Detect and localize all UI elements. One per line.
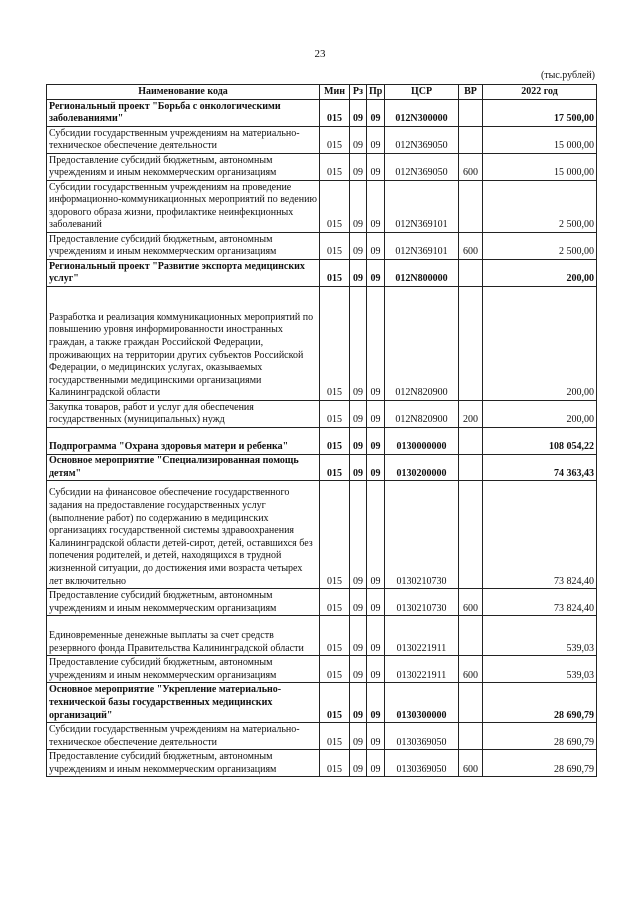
cell-name: Закупка товаров, работ и услуг для обеспечения государственных (муниципальных) нужд <box>47 401 320 428</box>
cell-sum: 2 500,00 <box>483 233 597 260</box>
table-body <box>47 100 597 777</box>
cell-pr: 09 <box>367 233 385 260</box>
cell-rz: 09 <box>350 233 367 260</box>
cell-csr: 012N820900 <box>385 401 459 428</box>
cell-sum: 28 690,79 <box>483 750 597 777</box>
cell-csr: 012N820900 <box>385 287 459 401</box>
cell-rz: 09 <box>350 100 367 127</box>
cell-vr: 600 <box>459 750 483 777</box>
table-row <box>47 401 597 428</box>
cell-name: Региональный проект "Развитие экспорта медицинских услуг" <box>47 260 320 287</box>
cell-min: 015 <box>320 683 350 723</box>
table-row <box>47 100 597 127</box>
table-row <box>47 589 597 616</box>
cell-name: Региональный проект "Борьба с онкологическими заболеваниями" <box>47 100 320 127</box>
header-vr: ВР <box>459 85 483 100</box>
cell-vr <box>459 481 483 589</box>
header-year: 2022 год <box>483 85 597 100</box>
cell-csr: 012N300000 <box>385 100 459 127</box>
cell-pr: 09 <box>367 287 385 401</box>
table-row <box>47 683 597 723</box>
page-number: 23 <box>314 48 326 60</box>
cell-min: 015 <box>320 181 350 233</box>
cell-name: Предоставление субсидий бюджетным, автономным учреждениям и иным некоммерческим организациям <box>47 154 320 181</box>
cell-min: 015 <box>320 260 350 287</box>
table-row <box>47 455 597 481</box>
cell-sum: 539,03 <box>483 656 597 683</box>
table-row <box>47 616 597 656</box>
table-row <box>47 750 597 777</box>
cell-pr: 09 <box>367 656 385 683</box>
header-rz: Рз <box>350 85 367 100</box>
cell-pr: 09 <box>367 589 385 616</box>
cell-rz: 09 <box>350 750 367 777</box>
cell-sum: 15 000,00 <box>483 127 597 154</box>
cell-rz: 09 <box>350 181 367 233</box>
cell-rz: 09 <box>350 723 367 750</box>
cell-csr: 0130000000 <box>385 428 459 455</box>
cell-vr: 200 <box>459 401 483 428</box>
cell-sum: 17 500,00 <box>483 100 597 127</box>
units-label: (тыс.рублей) <box>540 70 595 81</box>
cell-name: Основное мероприятие "Специализированная помощь детям" <box>47 455 320 481</box>
cell-csr: 012N369050 <box>385 154 459 181</box>
cell-sum: 73 824,40 <box>483 481 597 589</box>
cell-sum: 74 363,43 <box>483 455 597 481</box>
cell-rz: 09 <box>350 428 367 455</box>
cell-name: Субсидии на финансовое обеспечение государственного задания на предоставление государственных услуг (выполнение работ) по содержанию в медицинских организациях государственной системы здравоохранения Калининградской области детей-сирот, детей, оставшихся без попечения родителей, и детей, находящихся в трудной жизненной ситуации, до достижения ими возраста четырех лет включительно <box>47 481 320 589</box>
cell-name: Подпрограмма "Охрана здоровья матери и ребенка" <box>47 428 320 455</box>
cell-pr: 09 <box>367 260 385 287</box>
table-row <box>47 723 597 750</box>
cell-min: 015 <box>320 750 350 777</box>
cell-vr: 600 <box>459 154 483 181</box>
cell-min: 015 <box>320 616 350 656</box>
budget-table <box>46 84 597 777</box>
cell-csr: 012N369101 <box>385 181 459 233</box>
cell-pr: 09 <box>367 616 385 656</box>
cell-sum: 108 054,22 <box>483 428 597 455</box>
cell-min: 015 <box>320 154 350 181</box>
cell-rz: 09 <box>350 683 367 723</box>
cell-min: 015 <box>320 233 350 260</box>
cell-rz: 09 <box>350 481 367 589</box>
cell-name: Субсидии государственным учреждениям на проведение информационно-коммуникационных мероприятий по ведению здорового образа жизни, профилактике неинфекционных заболеваний <box>47 181 320 233</box>
cell-csr: 012N369101 <box>385 233 459 260</box>
cell-csr: 0130369050 <box>385 750 459 777</box>
cell-name: Предоставление субсидий бюджетным, автономным учреждениям и иным некоммерческим организациям <box>47 589 320 616</box>
table-row <box>47 428 597 455</box>
cell-min: 015 <box>320 401 350 428</box>
cell-min: 015 <box>320 481 350 589</box>
cell-csr: 0130300000 <box>385 683 459 723</box>
cell-csr: 0130200000 <box>385 455 459 481</box>
cell-name: Единовременные денежные выплаты за счет средств резервного фонда Правительства Калининградской области <box>47 616 320 656</box>
cell-vr: 600 <box>459 589 483 616</box>
cell-csr: 0130221911 <box>385 656 459 683</box>
cell-rz: 09 <box>350 401 367 428</box>
cell-rz: 09 <box>350 656 367 683</box>
cell-sum: 2 500,00 <box>483 181 597 233</box>
cell-vr <box>459 455 483 481</box>
cell-min: 015 <box>320 723 350 750</box>
cell-vr <box>459 100 483 127</box>
cell-rz: 09 <box>350 589 367 616</box>
cell-csr: 0130210730 <box>385 481 459 589</box>
cell-pr: 09 <box>367 181 385 233</box>
cell-sum: 28 690,79 <box>483 723 597 750</box>
cell-name: Предоставление субсидий бюджетным, автономным учреждениям и иным некоммерческим организациям <box>47 656 320 683</box>
cell-min: 015 <box>320 455 350 481</box>
cell-min: 015 <box>320 656 350 683</box>
cell-name: Предоставление субсидий бюджетным, автономным учреждениям и иным некоммерческим организациям <box>47 233 320 260</box>
cell-min: 015 <box>320 428 350 455</box>
cell-sum: 200,00 <box>483 260 597 287</box>
cell-rz: 09 <box>350 616 367 656</box>
cell-csr: 0130210730 <box>385 589 459 616</box>
cell-vr <box>459 428 483 455</box>
table-row <box>47 481 597 589</box>
cell-pr: 09 <box>367 455 385 481</box>
table-row <box>47 154 597 181</box>
cell-vr <box>459 287 483 401</box>
cell-name: Основное мероприятие "Укрепление материально-технической базы государственных медицинских организаций" <box>47 683 320 723</box>
cell-csr: 012N800000 <box>385 260 459 287</box>
header-pr: Пр <box>367 85 385 100</box>
cell-vr <box>459 127 483 154</box>
cell-min: 015 <box>320 127 350 154</box>
cell-pr: 09 <box>367 100 385 127</box>
cell-pr: 09 <box>367 127 385 154</box>
cell-name: Субсидии государственным учреждениям на материально-техническое обеспечение деятельности <box>47 723 320 750</box>
cell-rz: 09 <box>350 260 367 287</box>
table-row <box>47 260 597 287</box>
cell-pr: 09 <box>367 428 385 455</box>
cell-vr: 600 <box>459 656 483 683</box>
cell-vr <box>459 260 483 287</box>
cell-rz: 09 <box>350 154 367 181</box>
cell-sum: 28 690,79 <box>483 683 597 723</box>
header-min: Мин <box>320 85 350 100</box>
cell-min: 015 <box>320 100 350 127</box>
table-row <box>47 656 597 683</box>
cell-rz: 09 <box>350 127 367 154</box>
cell-pr: 09 <box>367 750 385 777</box>
cell-csr: 0130221911 <box>385 616 459 656</box>
cell-name: Разработка и реализация коммуникационных мероприятий по повышению уровня информированности иностранных граждан, а также граждан Российской Федерации, проживающих на территории других субъектов Российской Федерации, о медицинских услугах, оказываемых государственными медицинскими организациями Калининградской области <box>47 287 320 401</box>
cell-rz: 09 <box>350 455 367 481</box>
cell-sum: 200,00 <box>483 287 597 401</box>
header-csr: ЦСР <box>385 85 459 100</box>
cell-name: Предоставление субсидий бюджетным, автономным учреждениям и иным некоммерческим организациям <box>47 750 320 777</box>
cell-pr: 09 <box>367 401 385 428</box>
table-row <box>47 287 597 401</box>
cell-min: 015 <box>320 287 350 401</box>
cell-sum: 200,00 <box>483 401 597 428</box>
cell-pr: 09 <box>367 481 385 589</box>
cell-min: 015 <box>320 589 350 616</box>
table-row <box>47 127 597 154</box>
cell-vr <box>459 181 483 233</box>
cell-vr: 600 <box>459 233 483 260</box>
table-row <box>47 181 597 233</box>
header-name: Наименование кода <box>47 85 320 100</box>
cell-pr: 09 <box>367 154 385 181</box>
cell-vr <box>459 616 483 656</box>
table-row <box>47 233 597 260</box>
cell-pr: 09 <box>367 723 385 750</box>
cell-rz: 09 <box>350 287 367 401</box>
cell-sum: 15 000,00 <box>483 154 597 181</box>
cell-name: Субсидии государственным учреждениям на материально-техническое обеспечение деятельности <box>47 127 320 154</box>
cell-vr <box>459 683 483 723</box>
cell-csr: 012N369050 <box>385 127 459 154</box>
cell-csr: 0130369050 <box>385 723 459 750</box>
cell-pr: 09 <box>367 683 385 723</box>
cell-sum: 539,03 <box>483 616 597 656</box>
cell-vr <box>459 723 483 750</box>
table-header-row <box>47 85 597 100</box>
cell-sum: 73 824,40 <box>483 589 597 616</box>
